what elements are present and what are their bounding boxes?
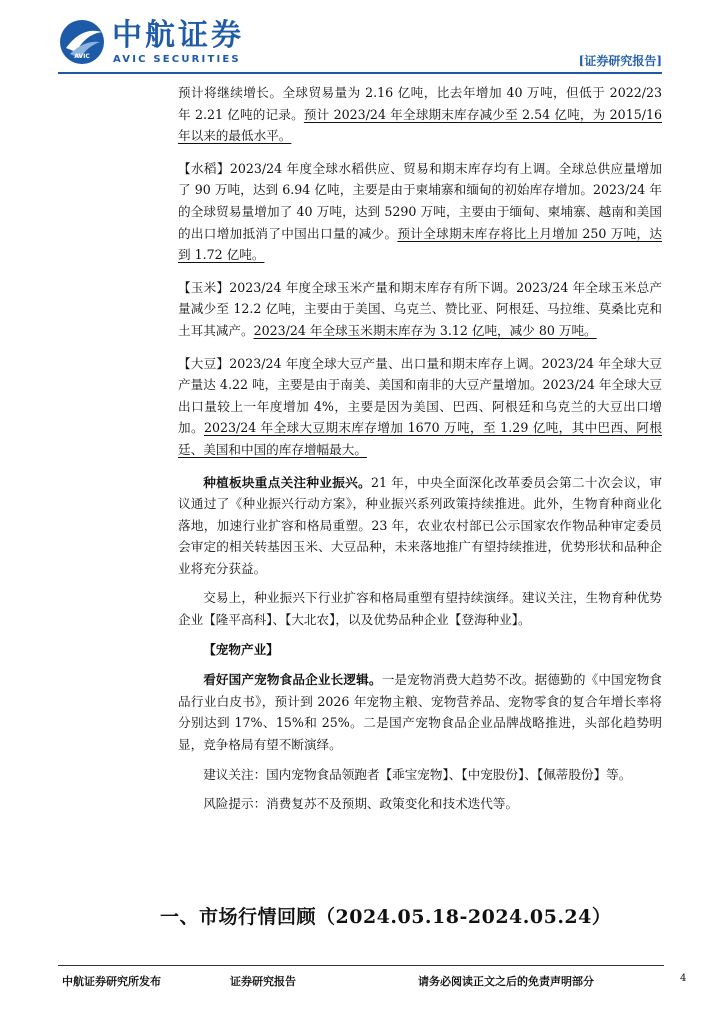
- corn-paragraph: [178, 277, 662, 342]
- pet-paragraph: [178, 669, 662, 755]
- soy-text: 【大豆】2023/24 年度全球大豆产量、出口量和期末库存上调。2023/24 年全球大豆产量达 4.22 吨，主要是由于南美、美国和南非的大豆产量增加。2023/24 年全球大豆出口量较上一年度增加 4%，主要是因为美国、巴西、阿根廷和乌克兰的大豆出口增加。: [178, 355, 662, 436]
- seed-advice: 交易上，种业振兴下行业扩容和格局重塑有望持续演绎。建议关注，生物育种优势企业【隆平高科】、【大北农】，以及优势品种企业【登海种业】。: [178, 590, 662, 628]
- brand-name-en: AVIC SECURITIES: [113, 54, 241, 65]
- wheat-paragraph: [178, 82, 662, 147]
- pet-advice: 建议关注：国内宠物食品领跑者【乖宝宠物】、【中宠股份】、【佩蒂股份】等。: [203, 766, 632, 782]
- pet-text: 一是宠物消费大趋势不改。据德勤的《中国宠物食品行业白皮书》，预计到 2026 年宠物主粮、宠物营养品、宠物零食的复合年增长率将分别达到 17%、15%和 25%。二是国产宠物食品企业品牌战略推进，头部化趋势明显，竞争格局有望不断演绎。: [178, 672, 663, 753]
- wheat-underlined: 预计 2023/24 年全球期末库存减少至 2.54 亿吨，为 2015/16 年以来的最低水平。: [178, 106, 662, 144]
- report-body: [178, 82, 662, 823]
- wheat-text: 预计将继续增长。全球贸易量为 2.16 亿吨，比去年增加 40 万吨，但低于 2022/23 年 2.21 亿吨的记录。: [178, 85, 662, 122]
- soy-underlined: 2023/24 年全球大豆期末库存增加 1670 万吨，至 1.29 亿吨，其中巴西、阿根廷、美国和中国的库存增幅最大。: [178, 420, 662, 457]
- footer-disclaimer: 请务必阅读正文之后的免责声明部分: [418, 975, 594, 988]
- brand-name-cn: 中航证券: [112, 18, 244, 53]
- page-header: [0, 0, 724, 80]
- page-number: 4: [680, 973, 687, 984]
- footer-doc-type: 证券研究报告: [230, 975, 296, 988]
- seed-heading: 种植板块重点关注种业振兴。: [203, 474, 371, 490]
- seed-paragraph: [178, 472, 662, 580]
- pet-section-heading: 【宠物产业】: [203, 641, 279, 657]
- rice-underlined: 预计全球期末库存将比上月增加 250 万吨，达到 1.72 亿吨。: [178, 225, 663, 263]
- rice-text: 【水稻】2023/24 年度全球水稻供应、贸易和期末库存均有上调。全球总供应量增加了 90 万吨，达到 6.94 亿吨，主要是由于柬埔寨和缅甸的初始库存增加。2023/24 年的全球贸易量增加了 40 万吨，达到 5290 万吨，主要由于缅甸、柬埔寨、越南和美国的出口增加抵消了中国出口量的减少。: [178, 160, 662, 241]
- corn-underlined: 2023/24 年全球玉米期末库存为 3.12 亿吨，减少 80 万吨。: [253, 322, 597, 338]
- footer-divider: [58, 965, 664, 966]
- corn-text: 【玉米】2023/24 年度全球玉米产量和期末库存有所下调。2023/24 年全球玉米总产量减少至 12.2 亿吨，主要由于美国、乌克兰、赞比亚、阿根廷、马拉维、莫桑比克和土耳其减产。: [178, 279, 662, 338]
- risk-warning: 风险提示：消费复苏不及预期、政策变化和技术迭代等。: [203, 796, 519, 812]
- report-type-label: [证券研究报告]: [578, 54, 662, 68]
- pet-heading: 看好国产宠物食品企业长逻辑。: [203, 672, 382, 688]
- footer-publisher: 中航证券研究所发布: [62, 975, 161, 988]
- section-title: 一、市场行情回顾（2024.05.18-2024.05.24）: [160, 906, 612, 928]
- header-divider: [58, 72, 662, 74]
- rice-paragraph: [178, 158, 662, 266]
- svg-text:AVIC: AVIC: [74, 53, 90, 60]
- soy-paragraph: [178, 353, 662, 461]
- seed-text: 21 年，中央全面深化改革委员会第二十次会议，审议通过了《种业振兴行动方案》，种业振兴系列政策持续推进。此外，生物育种商业化落地，加速行业扩容和格局重塑。23 年，农业农村部已公示国家农作物品种审定委员会审定的相关转基因玉米、大豆品种，未来落地推广有望持续推进，优势形状和品种企业将充分获益。: [178, 474, 663, 576]
- avic-logo-icon: [58, 18, 106, 66]
